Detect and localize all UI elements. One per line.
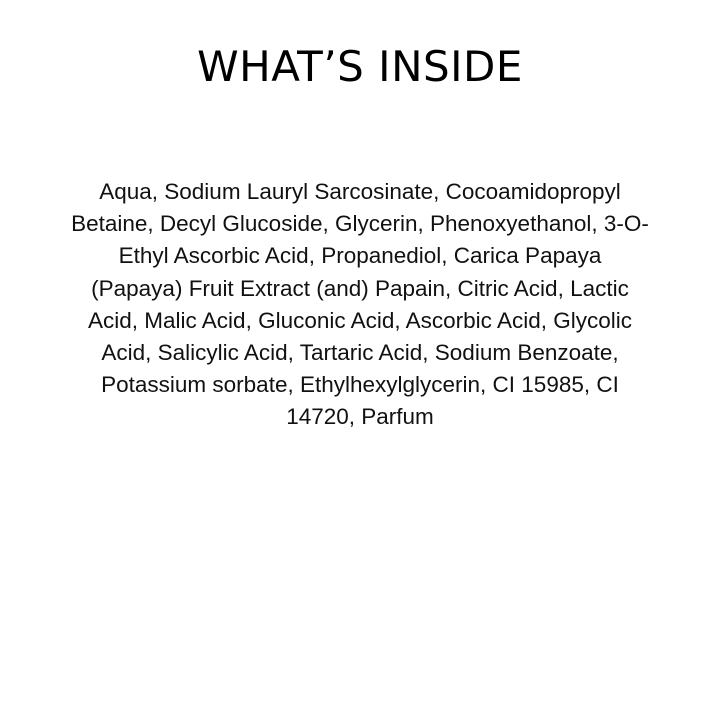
ingredients-list: Aqua, Sodium Lauryl Sarcosinate, Cocoamidopropyl Betaine, Decyl Glucoside, Glycerin, Phenoxyethanol, 3-O-Ethyl Ascorbic Acid, Propanediol, Carica Papaya (Papaya) Fruit Extract (and) Papain, Citric Acid, Lactic Acid, Malic Acid, Gluconic Acid, Ascorbic Acid, Glycolic Acid, Salicylic Acid, Tartaric Acid, Sodium Benzoate, Potassium sorbate, Ethylhexylglycerin, CI 15985, CI 14720, Parfum xyxy=(71,179,649,430)
section-title: WHAT’S INSIDE xyxy=(197,42,523,91)
